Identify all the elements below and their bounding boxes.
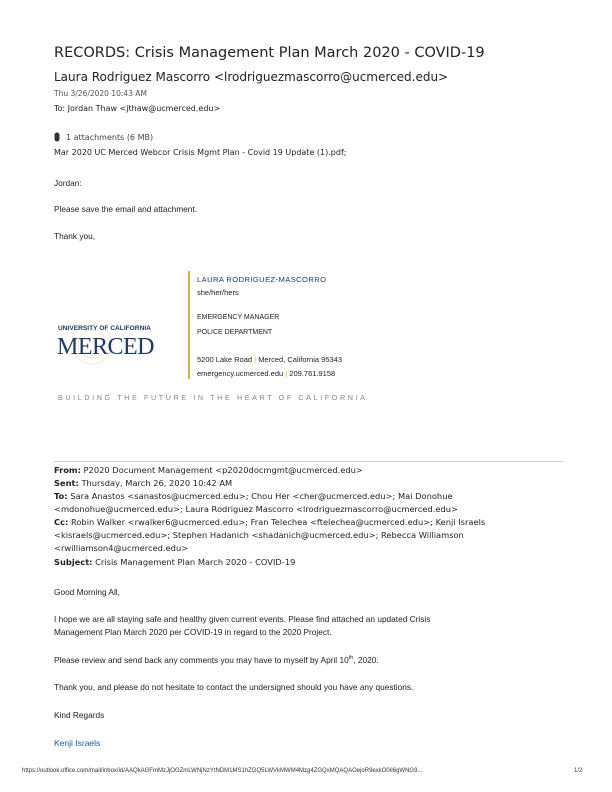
sender-address[interactable]: Laura Rodriguez Mascorro <lrodriguezmascorro@ucmerced.edu> [54, 70, 449, 84]
fwd-cc-cont[interactable]: <kisraels@ucmerced.edu>; Stephen Hadanich <shadanich@ucmerced.edu>; Rebecca Williamson [54, 530, 464, 540]
fwd-subject [54, 557, 295, 567]
fwd-cc-cont[interactable]: <rwilliamson4@ucmerced.edu> [54, 543, 189, 553]
fwd-to [54, 491, 453, 501]
fwd-subject-value: Crisis Management Plan March 2020 - COVID-19 [95, 557, 296, 567]
to-label: To: [54, 104, 66, 113]
fwd-sent-value: Thursday, March 26, 2020 10:42 AM [81, 478, 233, 488]
signature-contact: emergency.ucmerced.edu | 209.761.9158 [197, 369, 336, 378]
signature-accent-bar [188, 271, 190, 379]
fwd-paragraph: Thank you, and please do not hesitate to contact the undersigned should you have any questions. [54, 682, 414, 692]
fwd-to-value[interactable]: Sara Anastos <sanastos@ucmerced.edu>; Chou Her <cher@ucmerced.edu>; Mai Donohue [70, 491, 453, 501]
signature-phone[interactable]: 209.761.9158 [289, 369, 336, 378]
sent-date: Thu 3/26/2020 10:43 AM [54, 89, 147, 98]
fwd-greeting: Good Morning All, [54, 587, 120, 597]
fwd-from-value[interactable]: P2020 Document Management <p2020docmgmt@ucmerced.edu> [83, 465, 363, 475]
paperclip-icon [54, 132, 60, 142]
para2-sup: th [348, 655, 354, 662]
signature-department: POLICE DEPARTMENT [197, 329, 273, 336]
address-city: Merced, California 95343 [258, 355, 342, 364]
fwd-regards: Kind Regards [54, 710, 105, 720]
footer-url: https://outlook.office.com/mail/inbox/id/AAQkAGFmMzJjOGZmLWNjNzYtNDM1MS1hZGQ5LWVkMWM4Mzg4ZGQxMQAQAOejoR9exkO0iI6gWNG9... [22, 768, 423, 774]
to-recipient[interactable]: Jordan Thaw <jthaw@ucmerced.edu> [67, 104, 221, 113]
fwd-from-label: From: [54, 465, 81, 475]
para2-text: Please review and send back any comments you may have to myself by April 10 [54, 655, 349, 665]
fwd-cc-label: Cc: [54, 517, 69, 527]
attachment-file-link[interactable]: Mar 2020 UC Merced Webcor Crisis Mgmt Plan - Covid 19 Update (1).pdf; [54, 148, 347, 157]
fwd-to-label: To: [54, 491, 68, 501]
signature-address: 5200 Lake Road | Merced, California 95343 [197, 355, 342, 364]
fwd-cc-value[interactable]: Robin Walker <rwalker6@ucmerced.edu>; Fran Telechea <ftelechea@ucmerced.edu>; Kenji Israels [70, 517, 486, 527]
body-closing: Thank you, [54, 231, 96, 241]
signature-name: LAURA RODRIGUEZ-MASCORRO [197, 275, 327, 284]
para2-end: , 2020. [353, 655, 379, 665]
address-street: 5200 Lake Road [197, 355, 253, 364]
signature-title: EMERGENCY MANAGER [197, 314, 280, 321]
attachments-summary [54, 132, 153, 142]
signature-pronouns: she/her/hers [197, 288, 239, 297]
fwd-to-cont[interactable]: <mdonohue@ucmerced.edu>; Laura Rodriguez Mascorro <lrodriguezmascorro@ucmerced.edu> [54, 504, 458, 514]
fwd-subject-label: Subject: [54, 557, 93, 567]
fwd-cc [54, 517, 485, 527]
fwd-paragraph [54, 655, 379, 665]
uc-merced-logo [56, 320, 162, 376]
logo-main-text: MERCED [57, 334, 155, 360]
attachments-count: 1 attachments (6 MB) [66, 132, 154, 142]
signature-tagline: BUILDING THE FUTURE IN THE HEART OF CALIFORNIA [58, 393, 368, 402]
logo-top-text: UNIVERSITY OF CALIFORNIA [58, 325, 151, 332]
fwd-sent [54, 478, 232, 488]
signature-website-link[interactable]: emergency.ucmerced.edu [197, 369, 284, 378]
forward-divider [54, 461, 564, 462]
body-line: Please save the email and attachment. [54, 204, 197, 214]
fwd-from [54, 465, 363, 475]
footer-page-number: 1/2 [574, 768, 583, 774]
fwd-signer-name: Kenji Israels [54, 738, 101, 748]
recipient-line [54, 104, 220, 113]
body-greeting: Jordan: [54, 178, 82, 188]
fwd-paragraph: Management Plan March 2020 per COVID-19 in regard to the 2020 Project. [54, 627, 332, 637]
fwd-paragraph: I hope we are all staying safe and healthy given current events. Please find attached an updated Crisis [54, 614, 431, 624]
fwd-sent-label: Sent: [54, 478, 79, 488]
email-subject: RECORDS: Crisis Management Plan March 2020 - COVID-19 [54, 45, 485, 61]
